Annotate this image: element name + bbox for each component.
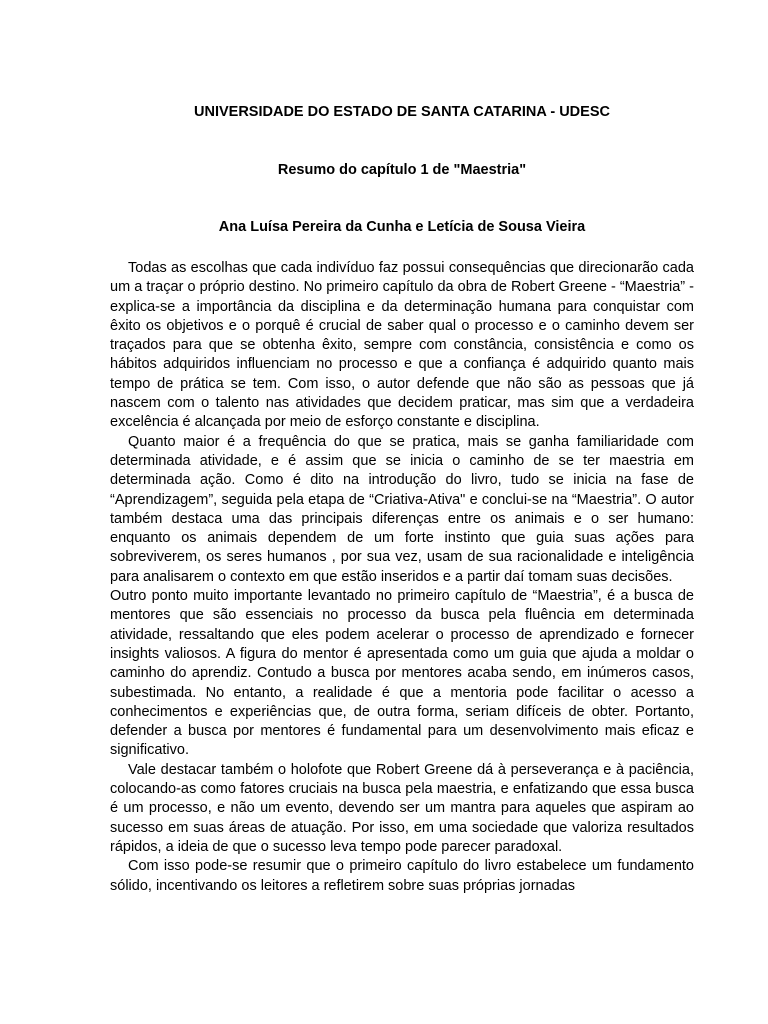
document-body (110, 259, 694, 896)
institution-title: UNIVERSIDADE DO ESTADO DE SANTA CATARINA - UDESC (194, 104, 610, 120)
paragraph-2: Quanto maior é a frequência do que se pratica, mais se ganha familiaridade com determinada atividade, e é assim que se inicia o caminho de se ter maestria em determinada ação. Como é dito na introdução do livro, tudo se inicia na fase de “Aprendizagem”, seguida pela etapa de “Criativa-Ativa" e conclui-se na “Maestria”. O autor também destaca uma das principais diferenças entre os animais e o ser humano: enquanto os animais dependem de um forte instinto que guia suas ações para sobreviverem, os seres humanos , por sua vez, usam de sua racionalidade e inteligência para analisarem o contexto em que estão inseridos e a partir daí tomam suas decisões. (110, 433, 694, 585)
paragraph-5: Com isso pode-se resumir que o primeiro capítulo do livro estabelece um fundamento sólido, incentivando os leitores a refletirem sobre suas próprias jornadas (110, 858, 694, 894)
document-subtitle: Resumo do capítulo 1 de "Maestria" (277, 162, 527, 178)
paragraph-1: Todas as escolhas que cada indivíduo faz possui consequências que direcionarão cada um a traçar o próprio destino. No primeiro capítulo da obra de Robert Greene - “Maestria” - explica-se a importância da disciplina e da determinação humana para conquistar com êxito os objetivos e o porquê é crucial de saber qual o processo e o caminho devem ser traçados para que se obtenha êxito, sempre com constância, consistência e como os hábitos adquiridos influenciam no processo e que a confiança é adquirido quanto mais tempo de prática se tem. Com isso, o autor defende que não são as pessoas que já nascem com o talento nas atividades que decidem praticar, mas sim que a verdadeira excelência é alcançada por meio de esforço constante e disciplina. (110, 260, 694, 431)
paragraph-4: Vale destacar também o holofote que Robert Greene dá à perseverança e à paciência, colocando-as como fatores cruciais na busca pela maestria, e enfatizando que essa busca é um processo, e não um evento, devendo ser um mantra para aqueles que aspiram ao sucesso em suas áreas de atuação. Por isso, em uma sociedade que valoriza resultados rápidos, a ideia de que o sucesso leva tempo pode parecer paradoxal. (110, 761, 694, 855)
authors-line: Ana Luísa Pereira da Cunha e Letícia de Sousa Vieira (218, 219, 586, 235)
paragraph-3: Outro ponto muito importante levantado no primeiro capítulo de “Maestria”, é a busca de mentores que são essenciais no processo da busca pela fluência em determinada atividade, ressaltando que eles podem acelerar o processo de aprendizado e fornecer insights valiosos. A figura do mentor é apresentada como um guia que ajuda a moldar o caminho do aprendiz. Contudo a busca por mentores acaba sendo, em inúmeros casos, subestimada. No entanto, a realidade é que a mentoria pode facilitar o acesso a conhecimentos e experiências que, de outra forma, seriam difíceis de obter. Portanto, defender a busca por mentores é fundamental para um desenvolvimento mais eficaz e significativo. (110, 588, 694, 759)
